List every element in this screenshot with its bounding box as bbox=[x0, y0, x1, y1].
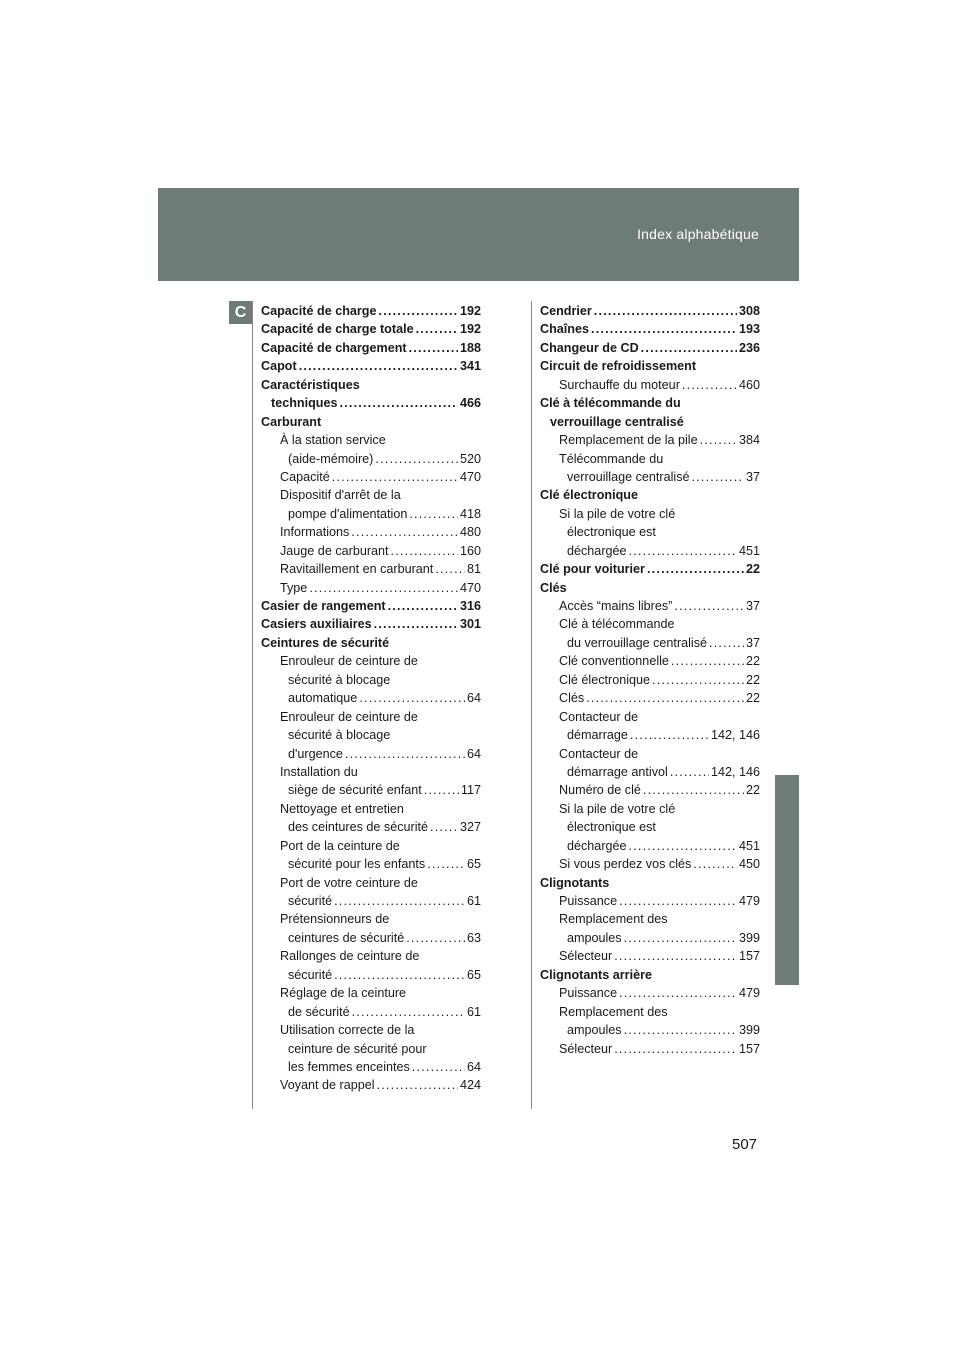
entry-page-ref: 418 bbox=[459, 506, 481, 521]
dot-leader bbox=[591, 320, 737, 338]
entry-text: Rallonges de ceinture de bbox=[280, 949, 420, 964]
index-entry bbox=[540, 339, 760, 357]
entry-page-ref: 65 bbox=[466, 967, 481, 982]
entry-text: Contacteur de bbox=[559, 709, 639, 724]
entry-page-ref: 384 bbox=[738, 433, 760, 448]
dot-leader bbox=[643, 781, 744, 799]
entry-text: Port de votre ceinture de bbox=[280, 875, 418, 890]
entry-text: sécurité bbox=[288, 894, 333, 908]
entry-text: Si la pile de votre clé bbox=[559, 506, 676, 521]
dot-leader bbox=[377, 1076, 458, 1094]
entry-text: pompe d'alimentation bbox=[288, 506, 408, 521]
dot-leader bbox=[379, 302, 458, 320]
index-entry bbox=[540, 302, 760, 320]
index-entry bbox=[261, 947, 481, 965]
index-entry bbox=[261, 468, 481, 486]
dot-leader bbox=[309, 579, 458, 597]
entry-text: Si vous perdez vos clés bbox=[559, 857, 692, 872]
entry-text: Remplacement de la pile bbox=[559, 433, 698, 448]
index-entry bbox=[540, 947, 760, 965]
entry-text: sécurité pour les enfants bbox=[288, 857, 426, 872]
entry-text: les femmes enceintes bbox=[288, 1059, 410, 1074]
entry-text: Enrouleur de ceinture de bbox=[280, 654, 418, 669]
entry-text: Casier de rangement bbox=[261, 599, 386, 613]
index-entry bbox=[540, 781, 760, 799]
index-entry bbox=[540, 615, 760, 633]
entry-text: Dispositif d'arrêt de la bbox=[280, 488, 401, 503]
section-side-tab bbox=[775, 775, 799, 985]
index-entry bbox=[261, 505, 481, 523]
dot-leader bbox=[624, 1021, 737, 1039]
index-entry bbox=[261, 523, 481, 541]
dot-leader bbox=[682, 376, 737, 394]
index-entry bbox=[540, 486, 760, 504]
index-entry bbox=[261, 634, 481, 652]
entry-text: Clé pour voiturier bbox=[540, 562, 645, 577]
index-entry bbox=[261, 966, 481, 984]
index-entry bbox=[540, 855, 760, 873]
dot-leader bbox=[299, 357, 458, 375]
index-entry bbox=[540, 763, 760, 781]
index-entry bbox=[540, 413, 760, 431]
index-entry bbox=[540, 892, 760, 910]
dot-leader bbox=[412, 1058, 465, 1076]
index-entry bbox=[540, 708, 760, 726]
entry-page-ref: 316 bbox=[459, 599, 481, 613]
entry-page-ref: 236 bbox=[738, 340, 760, 355]
entry-page-ref: 157 bbox=[738, 949, 760, 964]
index-entry bbox=[540, 468, 760, 486]
index-entry bbox=[540, 689, 760, 707]
dot-leader bbox=[339, 394, 458, 412]
entry-page-ref: 341 bbox=[459, 359, 481, 374]
entry-page-ref: 479 bbox=[738, 894, 760, 908]
dot-leader bbox=[629, 542, 737, 560]
index-entry bbox=[540, 874, 760, 892]
entry-text: Clé conventionnelle bbox=[559, 654, 669, 669]
entry-page-ref: 193 bbox=[738, 322, 760, 337]
entry-page-ref: 61 bbox=[466, 894, 481, 908]
entry-page-ref: 466 bbox=[459, 396, 481, 411]
header-title: Index alphabétique bbox=[637, 226, 759, 242]
index-entry bbox=[540, 745, 760, 763]
entry-text: Remplacement des bbox=[559, 912, 668, 927]
entry-text: déchargée bbox=[567, 543, 627, 558]
entry-text: sécurité à blocage bbox=[288, 728, 391, 743]
index-entry bbox=[540, 818, 760, 836]
dot-leader bbox=[406, 929, 465, 947]
index-entry bbox=[540, 597, 760, 615]
entry-text: ampoules bbox=[567, 1023, 622, 1038]
entry-page-ref: 301 bbox=[459, 617, 481, 632]
entry-page-ref: 470 bbox=[459, 469, 481, 484]
index-entry bbox=[261, 1076, 481, 1094]
entry-text: Capot bbox=[261, 359, 297, 374]
dot-leader bbox=[334, 892, 465, 910]
index-entry bbox=[261, 708, 481, 726]
entry-page-ref: 22 bbox=[745, 691, 760, 706]
index-entry bbox=[540, 357, 760, 375]
entry-page-ref: 470 bbox=[459, 580, 481, 595]
index-entry bbox=[261, 726, 481, 744]
index-entry bbox=[261, 652, 481, 670]
index-entry bbox=[261, 763, 481, 781]
entry-text: Clignotants bbox=[540, 875, 610, 890]
entry-text: techniques bbox=[271, 396, 338, 411]
index-entry bbox=[261, 837, 481, 855]
entry-text: Surchauffe du moteur bbox=[559, 377, 680, 392]
index-entry bbox=[261, 357, 481, 375]
dot-leader bbox=[614, 947, 737, 965]
index-entry bbox=[540, 929, 760, 947]
entry-text: Puissance bbox=[559, 894, 618, 908]
index-entry bbox=[261, 320, 481, 338]
dot-leader bbox=[641, 339, 737, 357]
entry-page-ref: 192 bbox=[459, 304, 481, 318]
index-entry bbox=[261, 560, 481, 578]
entry-text: Informations bbox=[280, 525, 350, 540]
entry-text: Capacité bbox=[280, 469, 330, 484]
index-entry bbox=[261, 984, 481, 1002]
index-entry bbox=[261, 413, 481, 431]
entry-page-ref: 451 bbox=[738, 543, 760, 558]
entry-text: siège de sécurité enfant bbox=[288, 783, 422, 798]
index-entry bbox=[540, 579, 760, 597]
center-column-rule bbox=[531, 301, 532, 1109]
entry-page-ref: 480 bbox=[459, 525, 481, 540]
entry-page-ref: 65 bbox=[466, 857, 481, 872]
entry-text: À la station service bbox=[280, 433, 386, 448]
dot-leader bbox=[647, 560, 744, 578]
entry-text: Circuit de refroidissement bbox=[540, 359, 697, 374]
entry-text: Jauge de carburant bbox=[280, 543, 389, 558]
dot-leader bbox=[427, 855, 465, 873]
index-entry bbox=[261, 597, 481, 615]
index-entry bbox=[540, 1040, 760, 1058]
dot-leader bbox=[409, 505, 458, 523]
entry-page-ref: 22 bbox=[745, 672, 760, 687]
entry-text: du verrouillage centralisé bbox=[567, 635, 708, 650]
index-entry bbox=[261, 394, 481, 412]
entry-text: électronique est bbox=[567, 525, 656, 540]
index-entry bbox=[261, 874, 481, 892]
entry-page-ref: 192 bbox=[459, 322, 481, 337]
entry-text: Utilisation correcte de la bbox=[280, 1023, 415, 1038]
entry-text: sécurité bbox=[288, 967, 333, 982]
entry-page-ref: 460 bbox=[738, 377, 760, 392]
entry-text: Changeur de CD bbox=[540, 340, 639, 355]
dot-leader bbox=[375, 450, 458, 468]
entry-text: Enrouleur de ceinture de bbox=[280, 709, 418, 724]
index-entry bbox=[261, 450, 481, 468]
entry-page-ref: 81 bbox=[466, 562, 481, 577]
entry-text: Casiers auxiliaires bbox=[261, 617, 372, 632]
index-entry bbox=[261, 892, 481, 910]
dot-leader bbox=[674, 597, 744, 615]
dot-leader bbox=[352, 1003, 465, 1021]
dot-leader bbox=[709, 634, 744, 652]
entry-text: électronique est bbox=[567, 820, 656, 835]
index-entry bbox=[540, 1021, 760, 1039]
index-entry bbox=[261, 615, 481, 633]
entry-text: automatique bbox=[288, 691, 358, 706]
dot-leader bbox=[334, 966, 465, 984]
dot-leader bbox=[619, 984, 737, 1002]
dot-leader bbox=[629, 837, 737, 855]
entry-page-ref: 64 bbox=[466, 1059, 481, 1074]
entry-text: Prétensionneurs de bbox=[280, 912, 390, 927]
index-entry bbox=[261, 339, 481, 357]
dot-leader bbox=[430, 818, 458, 836]
index-entry bbox=[261, 302, 481, 320]
entry-page-ref: 142, 146 bbox=[710, 728, 760, 743]
dot-leader bbox=[435, 560, 465, 578]
header-band bbox=[158, 188, 799, 281]
entry-text: sécurité à blocage bbox=[288, 672, 391, 687]
dot-leader bbox=[359, 689, 465, 707]
index-entry bbox=[540, 966, 760, 984]
entry-text: Clés bbox=[559, 691, 585, 706]
dot-leader bbox=[424, 781, 459, 799]
entry-text: Capacité de charge bbox=[261, 304, 377, 318]
entry-text: Ravitaillement en carburant bbox=[280, 562, 434, 577]
dot-leader bbox=[692, 468, 744, 486]
entry-text: Nettoyage et entretien bbox=[280, 801, 404, 816]
dot-leader bbox=[670, 763, 709, 781]
entry-text: Remplacement des bbox=[559, 1004, 668, 1019]
index-entry bbox=[261, 1058, 481, 1076]
entry-page-ref: 479 bbox=[738, 986, 760, 1001]
dot-leader bbox=[374, 615, 458, 633]
dot-leader bbox=[630, 726, 709, 744]
entry-page-ref: 64 bbox=[466, 746, 481, 761]
entry-page-ref: 160 bbox=[459, 543, 481, 558]
entry-text: Clé électronique bbox=[559, 672, 651, 687]
dot-leader bbox=[332, 468, 458, 486]
entry-text: verrouillage centralisé bbox=[550, 414, 684, 429]
dot-leader bbox=[614, 1040, 737, 1058]
entry-page-ref: 399 bbox=[738, 1023, 760, 1038]
left-column-rule bbox=[252, 301, 253, 1109]
dot-leader bbox=[586, 689, 744, 707]
entry-text: déchargée bbox=[567, 838, 627, 853]
index-entry bbox=[540, 652, 760, 670]
entry-text: Contacteur de bbox=[559, 746, 639, 761]
entry-text: (aide-mémoire) bbox=[288, 451, 374, 466]
entry-text: Si la pile de votre clé bbox=[559, 801, 676, 816]
entry-text: Numéro de clé bbox=[559, 783, 641, 798]
entry-page-ref: 450 bbox=[738, 857, 760, 872]
entry-text: Capacité de chargement bbox=[261, 340, 407, 355]
entry-page-ref: 22 bbox=[745, 783, 760, 798]
entry-text: des ceintures de sécurité bbox=[288, 820, 429, 835]
entry-page-ref: 327 bbox=[459, 820, 481, 835]
index-entry bbox=[261, 1003, 481, 1021]
index-entry bbox=[540, 450, 760, 468]
entry-text: Chaînes bbox=[540, 322, 589, 337]
index-column-right bbox=[540, 302, 760, 1058]
entry-page-ref: 37 bbox=[745, 635, 760, 650]
entry-page-ref: 22 bbox=[745, 654, 760, 669]
index-entry bbox=[540, 394, 760, 412]
entry-page-ref: 424 bbox=[459, 1078, 481, 1093]
section-letter-badge: C bbox=[229, 301, 252, 324]
entry-text: Capacité de charge totale bbox=[261, 322, 414, 337]
index-entry bbox=[540, 837, 760, 855]
entry-page-ref: 37 bbox=[745, 469, 760, 484]
dot-leader bbox=[388, 597, 458, 615]
entry-page-ref: 22 bbox=[745, 562, 760, 577]
entry-text: de sécurité bbox=[288, 1004, 350, 1019]
entry-text: Sélecteur bbox=[559, 1041, 613, 1056]
entry-text: Type bbox=[280, 580, 308, 595]
index-entry bbox=[540, 431, 760, 449]
index-entry bbox=[540, 634, 760, 652]
entry-text: ceinture de sécurité pour bbox=[288, 1041, 427, 1056]
index-entry bbox=[540, 800, 760, 818]
entry-page-ref: 308 bbox=[738, 304, 760, 318]
index-entry bbox=[261, 431, 481, 449]
index-entry bbox=[540, 505, 760, 523]
dot-leader bbox=[391, 542, 458, 560]
entry-page-ref: 61 bbox=[466, 1004, 481, 1019]
index-entry bbox=[261, 689, 481, 707]
index-entry bbox=[261, 781, 481, 799]
entry-page-ref: 399 bbox=[738, 930, 760, 945]
entry-text: Clé à télécommande du bbox=[540, 396, 681, 411]
entry-text: Port de la ceinture de bbox=[280, 838, 400, 853]
index-entry bbox=[261, 910, 481, 928]
entry-text: ampoules bbox=[567, 930, 622, 945]
index-entry bbox=[540, 1003, 760, 1021]
entry-text: Sélecteur bbox=[559, 949, 613, 964]
dot-leader bbox=[693, 855, 737, 873]
entry-page-ref: 64 bbox=[466, 691, 481, 706]
dot-leader bbox=[594, 302, 737, 320]
entry-text: Ceintures de sécurité bbox=[261, 635, 390, 650]
index-entry bbox=[261, 818, 481, 836]
index-entry bbox=[261, 745, 481, 763]
index-entry bbox=[261, 671, 481, 689]
entry-page-ref: 188 bbox=[459, 340, 481, 355]
entry-page-ref: 37 bbox=[745, 599, 760, 613]
entry-page-ref: 157 bbox=[738, 1041, 760, 1056]
index-entry bbox=[540, 984, 760, 1002]
index-entry bbox=[540, 726, 760, 744]
index-column-left bbox=[261, 302, 481, 1095]
entry-text: Accès “mains libres” bbox=[559, 599, 673, 613]
entry-page-ref: 63 bbox=[466, 930, 481, 945]
entry-text: démarrage antivol bbox=[567, 764, 668, 779]
dot-leader bbox=[619, 892, 737, 910]
index-entry bbox=[540, 560, 760, 578]
dot-leader bbox=[700, 431, 737, 449]
entry-page-ref: 142, 146 bbox=[710, 764, 760, 779]
entry-text: Carburant bbox=[261, 414, 322, 429]
index-entry bbox=[261, 800, 481, 818]
dot-leader bbox=[345, 745, 465, 763]
entry-text: ceintures de sécurité bbox=[288, 930, 405, 945]
entry-text: Caractéristiques bbox=[261, 377, 360, 392]
entry-text: Réglage de la ceinture bbox=[280, 986, 407, 1001]
entry-text: Puissance bbox=[559, 986, 618, 1001]
index-entry bbox=[261, 1040, 481, 1058]
entry-text: démarrage bbox=[567, 728, 628, 743]
index-entry bbox=[540, 376, 760, 394]
index-entry bbox=[540, 523, 760, 541]
entry-page-ref: 520 bbox=[459, 451, 481, 466]
entry-text: Clignotants arrière bbox=[540, 967, 652, 982]
entry-text: Télécommande du bbox=[559, 451, 664, 466]
index-entry bbox=[261, 855, 481, 873]
index-entry bbox=[261, 542, 481, 560]
index-entry bbox=[540, 320, 760, 338]
index-entry bbox=[261, 376, 481, 394]
index-entry bbox=[540, 671, 760, 689]
index-entry bbox=[261, 486, 481, 504]
entry-text: d'urgence bbox=[288, 746, 343, 761]
entry-page-ref: 117 bbox=[460, 783, 481, 798]
entry-text: Clé à télécommande bbox=[559, 617, 675, 632]
dot-leader bbox=[652, 671, 744, 689]
dot-leader bbox=[416, 320, 458, 338]
dot-leader bbox=[624, 929, 737, 947]
entry-text: Installation du bbox=[280, 764, 358, 779]
entry-text: verrouillage centralisé bbox=[567, 469, 690, 484]
dot-leader bbox=[409, 339, 458, 357]
entry-page-ref: 451 bbox=[738, 838, 760, 853]
entry-text: Clés bbox=[540, 580, 567, 595]
entry-text: Clé électronique bbox=[540, 488, 638, 503]
index-entry bbox=[261, 579, 481, 597]
index-entry bbox=[540, 542, 760, 560]
entry-text: Voyant de rappel bbox=[280, 1078, 375, 1093]
dot-leader bbox=[671, 652, 744, 670]
index-entry bbox=[261, 1021, 481, 1039]
entry-text: Cendrier bbox=[540, 304, 592, 318]
dot-leader bbox=[351, 523, 458, 541]
index-entry bbox=[261, 929, 481, 947]
page-number: 507 bbox=[732, 1136, 758, 1153]
index-entry bbox=[540, 910, 760, 928]
